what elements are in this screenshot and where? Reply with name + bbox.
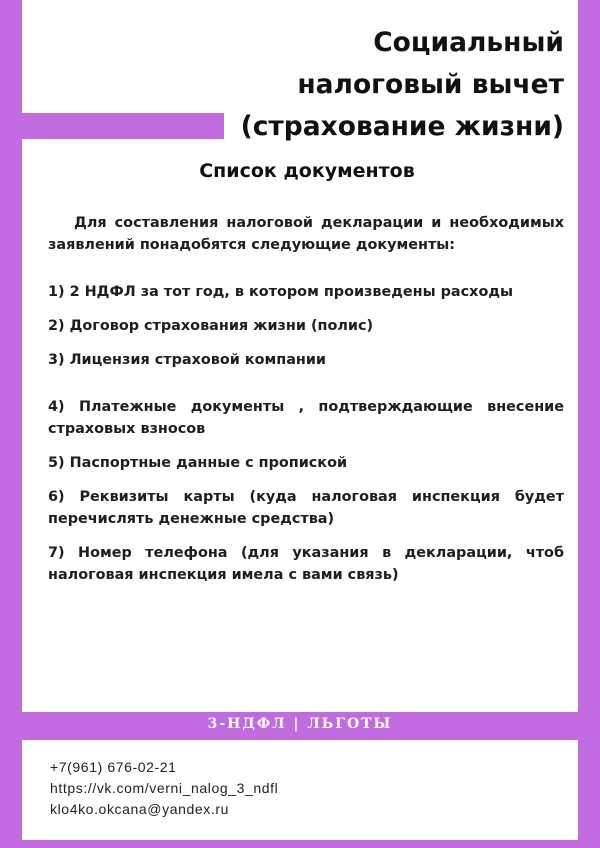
contact-link[interactable]: https://vk.com/verni_nalog_3_ndfl xyxy=(50,780,279,796)
list-item: 3) Лицензия страховой компании xyxy=(48,352,327,368)
intro-text: Для составления налоговой декларации и необходимых заявлений понадобятся следующие документы: xyxy=(48,215,564,253)
contact-email[interactable]: klo4ko.okcana@yandex.ru xyxy=(50,801,229,817)
contact-phone: +7(961) 676-02-21 xyxy=(50,759,177,775)
contacts xyxy=(50,757,278,820)
document-list xyxy=(48,212,564,598)
title-line: Социальный xyxy=(373,27,564,58)
accent-bar xyxy=(22,113,224,139)
page-title xyxy=(241,22,564,148)
list-item: 4) Платежные документы , подтверждающие внесение страховых взносов xyxy=(48,399,564,437)
list-item: 2) Договор страхования жизни (полис) xyxy=(48,318,374,334)
footer-label: 3-НДФЛ | ЛЬГОТЫ xyxy=(207,716,393,732)
list-item: 5) Паспортные данные с пропиской xyxy=(48,455,348,471)
title-line: налоговый вычет xyxy=(297,69,564,100)
subtitle: Список документов xyxy=(199,160,415,182)
title-line: (страхование жизни) xyxy=(240,111,564,142)
list-item: 6) Реквизиты карты (куда налоговая инспекция будет перечислять денежные средства) xyxy=(48,489,564,527)
list-item: 1) 2 НДФЛ за тот год, в котором произведены расходы xyxy=(48,284,513,300)
list-item: 7) Номер телефона (для указания в декларации, чтоб налоговая инспекция имела с вами связь) xyxy=(48,545,564,583)
